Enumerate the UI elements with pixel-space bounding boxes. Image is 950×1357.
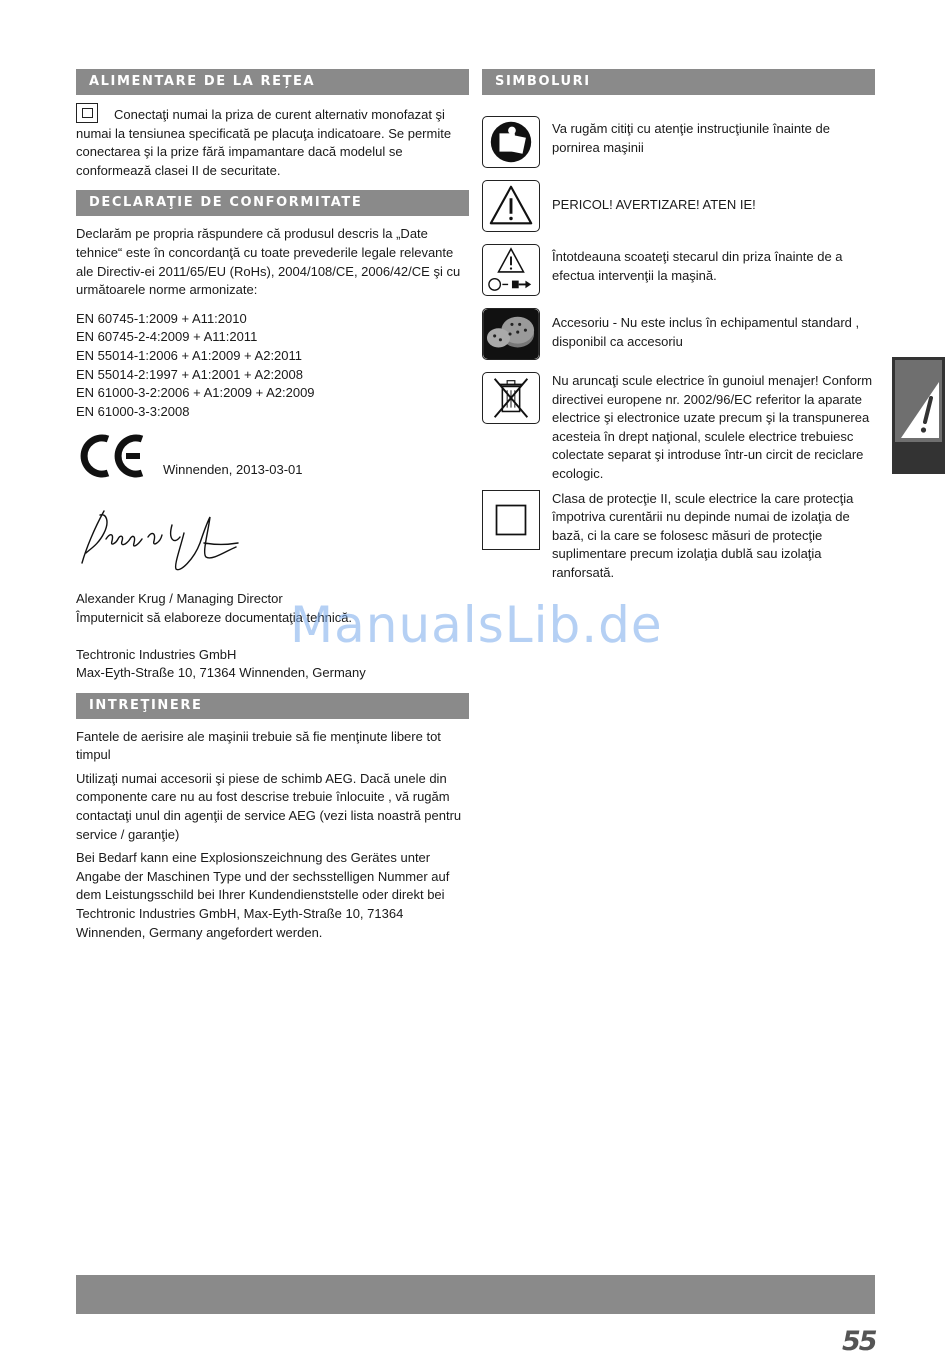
norm-item: EN 61000-3-3:2008: [76, 403, 190, 419]
place-date: Winnenden, 2013-03-01: [163, 462, 303, 478]
watermark-text: ManualsLib.de: [290, 596, 663, 654]
authorized-text: Împuternicit să elaboreze documentaţia tehnică.: [76, 609, 353, 625]
right-column: [482, 69, 875, 591]
symbol-text: PERICOL! AVERTIZARE! ATEN IE!: [552, 197, 756, 212]
symbol-row: [482, 308, 875, 364]
intretinere-p2: Utilizaţi numai accesorii şi piese de schimb AEG. Dacă unele din componente care nu au fost descrise trebuie înlocuite , vă rugăm contactaţi unul din agenţii de service AEG (vezi lista noastră pentru service / garanţie): [76, 770, 462, 842]
symbol-row: [482, 180, 875, 236]
company-address: Max-Eyth-Straße 10, 71364 Winnenden, Germany: [76, 665, 366, 681]
symbol-text: Întotdeauna scoateţi stecarul din priza înainte de a efectua intervenţii la maşină.: [552, 249, 843, 283]
norm-item: EN 61000-3-2:2006 + A1:2009 + A2:2009: [76, 385, 315, 401]
class-ii-inline-icon: [76, 103, 98, 123]
section-header-declaratie: DECLARAŢIE DE CONFORMITATE: [76, 190, 469, 216]
intretinere-p1: Fantele de aerisire ale maşinii trebuie să fie menţinute libere tot timpul: [76, 728, 441, 763]
symbol-text: Nu aruncaţi scule electrice în gunoiul menajer! Conform directivei europene nr. 2002/96/EC referitor la aparate electrice şi electronice uzate precum şi la transpunerea acesteia în drept naţional, sculele electrice trebuiesc colectate separat şi introduse într-un circit de reciclare ecologic.: [552, 373, 873, 481]
intretinere-block: [76, 728, 469, 943]
alimentare-block: [76, 103, 469, 180]
left-column: [76, 69, 469, 942]
side-tab: [892, 357, 945, 474]
symbol-text: Accesoriu - Nu este inclus în echipamentul standard , disponibil ca accesoriu: [552, 315, 860, 349]
signature-image: [76, 499, 256, 585]
company-name: Techtronic Industries GmbH: [76, 646, 237, 662]
read-manual-icon: [482, 116, 540, 168]
symbols-list: [482, 116, 875, 583]
intretinere-p3: Bei Bedarf kann eine Explosionszeichnung des Gerätes unter Angabe der Maschinen Type und der sechsstelligen Nummer auf dem Leistungsschild bei Ihrer Kundendienststelle oder direkt bei Techtronic Industries GmbH, Max-Eyth-Straße 10, 71364 Winnenden, Germany angefordert werden.: [76, 850, 450, 940]
page-number: 55: [842, 1326, 876, 1357]
alimentare-text: Conectaţi numai la priza de curent alternativ monofazat şi numai la tensiunea specificată pe placuţa indicatoare. Se permite conectarea şi la prize fără impamantare dacă modelul se conformează clasei II de securitate.: [76, 107, 452, 178]
section-header-simboluri: SIMBOLURI: [482, 69, 875, 95]
footer-bar: [76, 1275, 875, 1314]
side-tab-panel: [895, 360, 942, 442]
class-ii-icon: [482, 490, 540, 550]
symbol-row: [482, 490, 875, 583]
symbol-text: Clasa de protecţie II, scule electrice la care protecţia împotriva curentării nu depinde numai de izolaţia de bază, ci la care se folosesc măsuri de protecţie suplimentare precum izolaţia dublă sau izolaţia ranforsată.: [552, 490, 854, 580]
declaratie-block: [76, 225, 469, 682]
alimentare-paragraph: [76, 103, 469, 180]
norms-list: [76, 310, 469, 422]
unplug-icon: [482, 244, 540, 296]
norm-item: EN 60745-1:2009 + A11:2010: [76, 310, 247, 326]
ce-mark-logo: [80, 433, 148, 479]
symbol-text: Va rugăm citiţi cu atenţie instrucţiunile înainte de pornirea maşinii: [552, 121, 830, 155]
norm-item: EN 55014-1:2006 + A1:2009 + A2:2011: [76, 347, 303, 363]
warning-exclamation-icon: [895, 360, 942, 442]
crossed-bin-icon: [482, 372, 540, 424]
section-header-intretinere: INTREŢINERE: [76, 693, 469, 719]
symbol-row: [482, 244, 875, 300]
symbol-row: [482, 372, 875, 484]
symbol-row: [482, 116, 875, 172]
warning-triangle-icon: [482, 180, 540, 232]
norm-item: EN 55014-2:1997 + A1:2001 + A2:2008: [76, 366, 303, 382]
norm-item: EN 60745-2-4:2009 + A11:2011: [76, 329, 258, 345]
ce-row: [76, 433, 469, 491]
signer-name: Alexander Krug / Managing Director: [76, 591, 283, 607]
section-header-alimentare: ALIMENTARE DE LA REȚEA: [76, 69, 469, 95]
declaratie-text: Declarăm pe propria răspundere că produsul descris la „Date tehnice“ este în concordanţă cu toate prevederile legale relevante ale Directiv-ei 2011/65/EU (RoHs), 2004/108/CE, 2006/42/CE şi cu următoarele norme armonizate:: [76, 226, 461, 298]
accessory-discs-icon: [482, 308, 540, 360]
